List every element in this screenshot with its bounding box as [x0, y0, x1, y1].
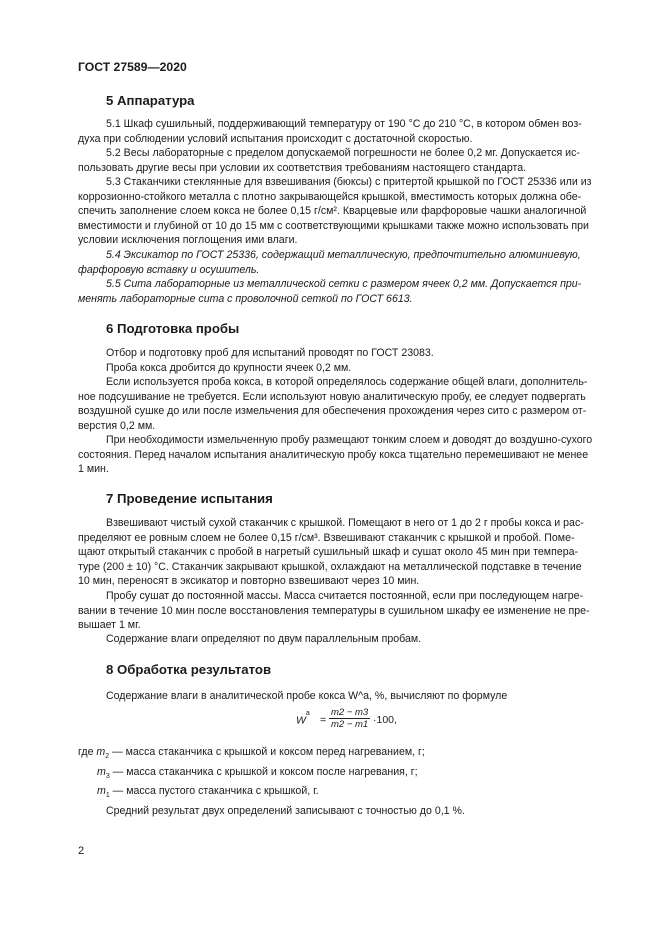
text-line: духа при соблюдении условий испытания происходит с достаточной скоростью.: [78, 132, 473, 145]
text-line: верстия 0,2 мм.: [78, 419, 156, 432]
text-line: Отбор и подготовку проб для испытаний проводят по ГОСТ 23083.: [106, 347, 434, 359]
formula-equals: =: [320, 714, 327, 726]
text-line: щают открытый стаканчик с пробой в нагретый сушильный шкаф и сушат около 45 мин при темпера-: [78, 546, 579, 558]
para-8-intro: [78, 689, 609, 704]
formula-multiplier: ·100,: [373, 714, 397, 726]
section-6-title: 6 Подготовка пробы: [106, 321, 240, 336]
text-line: Если используется проба кокса, в которой определялось содержание общей влаги, дополнитель-: [106, 376, 588, 388]
section-7-title: 7 Проведение испытания: [106, 491, 273, 506]
formula-numerator: m2 − m3: [331, 707, 369, 718]
text-line: 5.3 Стаканчики стеклянные для взвешивания (бюксы) с притертой крышкой по ГОСТ 25336 или из: [106, 176, 592, 188]
section-5-title: 5 Аппаратура: [106, 93, 195, 108]
text-line: Взвешивают чистый сухой стаканчик с крышкой. Помещают в него от 1 до 2 г пробы кокса и рас-: [106, 517, 584, 529]
formula-denominator: m2 − m1: [331, 719, 369, 730]
formula-intro-text: Содержание влаги в аналитической пробе кокса W^a, %, вычисляют по формуле: [106, 690, 508, 702]
para-7-1: [78, 516, 609, 589]
text-line: состояния. Перед началом испытания аналитическую пробу кокса тщательно перемешивают не менее: [78, 448, 589, 461]
text-line: 1 мин.: [78, 463, 109, 475]
text-line: ное подсушивание не требуется. Если используют новую аналитическую пробу, ее следует подвергать: [78, 390, 586, 403]
para-6-4: [78, 433, 609, 477]
text-line: 5.5 Сита лабораторные из металлической сетки с размером ячеек 0,2 мм. Допускается при-: [106, 278, 582, 290]
text-line: коррозионно-стойкого металла с плотно закрывающейся крышкой, вместимость которых должна обе-: [78, 190, 582, 203]
text-line: пределяют ее ровным слоем не более 0,15 г/см³. Взвешивают стаканчик с крышкой и пробой. Поме-: [78, 531, 575, 544]
para-5-1: [78, 117, 609, 146]
para-5-5: [78, 277, 609, 306]
text-line: спечить заполнение слоем кокса не более 0,15 г/см². Кварцевые или фарфоровые чашки аналогичной: [78, 205, 587, 217]
section-8-title: 8 Обработка результатов: [106, 662, 272, 677]
text-line: фарфоровую вставку и осушитель.: [78, 263, 260, 276]
definition-m3: $m_3$ — масса стаканчика с крышкой и коксом после нагревания, г;: [97, 765, 418, 780]
text-line: Проба кокса дробится до крупности ячеек 0,2 мм.: [106, 362, 352, 374]
result-precision-text: Средний результат двух определений записывают с точностью до 0,1 %.: [106, 804, 465, 817]
text-line: пользовать другие весы при условии их соответствия требованиям настоящего стандарта.: [78, 161, 527, 174]
para-5-4: [78, 248, 609, 277]
variable-definitions: [78, 745, 609, 818]
para-6-3: [78, 375, 609, 433]
text-line: Пробу сушат до постоянной массы. Масса считается постоянной, если при последующем нагре-: [106, 590, 584, 602]
text-line: 10 мин, переносят в эксикатор и повторно взвешивают через 10 мин.: [78, 575, 420, 587]
definition-m1: $m_1$ — масса пустого стаканчика с крышкой, г.: [97, 785, 319, 800]
para-6-1: [78, 346, 609, 361]
text-line: 5.1 Шкаф сушильный, поддерживающий температуру от 190 °С до 210 °С, в котором обмен воз-: [106, 118, 582, 130]
para-5-3: [78, 175, 609, 248]
text-line: Содержание влаги определяют по двум параллельным пробам.: [106, 633, 422, 645]
text-line: вании в течение 10 мин после восстановления температуры в сушильном шкафу ее изменение не пре-: [78, 604, 590, 617]
para-6-2: [78, 361, 609, 376]
text-line: вместимости и глубиной от 10 до 15 мм с соответствующими крышками также можно использовать при: [78, 219, 589, 232]
para-7-2: [78, 589, 609, 633]
text-line: 5.4 Эксикатор по ГОСТ 25336, содержащий металлическую, предпочтительно алюминиевую,: [106, 249, 581, 261]
text-line: туре (200 ± 10) °С. Стаканчик закрывают крышкой, охлаждают на металлической подставке в течение: [78, 560, 582, 573]
formula-lhs: $W^a$: [296, 710, 310, 727]
definition-m2: где $m_2$ — масса стаканчика с крышкой и коксом перед нагреванием, г;: [78, 746, 425, 761]
formula-fraction: [329, 707, 370, 730]
text-line: менять лабораторные сита с проволочной сеткой по ГОСТ 6613.: [78, 292, 413, 305]
text-line: условии исключения поглощения ими влаги.: [78, 234, 298, 246]
document-id: ГОСТ 27589—2020: [78, 60, 187, 74]
moisture-formula: [296, 707, 426, 737]
text-line: вышает 1 мг.: [78, 619, 141, 631]
para-7-3: [78, 632, 609, 647]
text-line: 5.2 Весы лабораторные с пределом допускаемой погрешности не более 0,2 мг. Допускается ис-: [106, 147, 580, 159]
page-number: 2: [78, 845, 85, 857]
text-line: При необходимости измельченную пробу размещают тонким слоем и доводят до воздушно-сухого: [106, 434, 593, 446]
para-5-2: [78, 146, 609, 175]
text-line: воздушной сушке до или после измельчения для обеспечения прохождения через сито с размером от-: [78, 405, 587, 417]
